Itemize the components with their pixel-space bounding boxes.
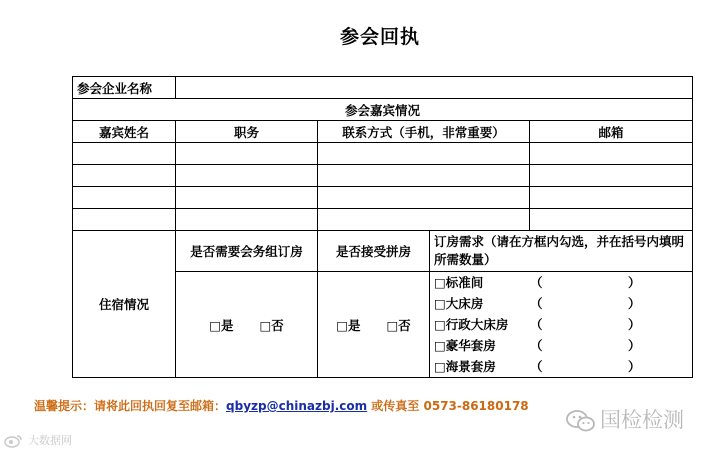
col-header-contact: 联系方式（手机，非常重要）: [318, 121, 530, 143]
guest-position-cell[interactable]: [176, 209, 318, 231]
guest-name-cell[interactable]: [73, 187, 176, 209]
stay-label: 住宿情况: [73, 231, 176, 378]
guest-row: [73, 187, 693, 209]
room-type-deluxe-suite[interactable]: □豪华套房: [434, 338, 496, 353]
room-option[interactable]: [434, 314, 688, 335]
col-header-position: 职务: [176, 121, 318, 143]
accept-sharing-yes-checkbox[interactable]: □是: [336, 317, 361, 333]
guest-position-cell[interactable]: [176, 143, 318, 165]
accept-sharing-no-checkbox[interactable]: □否: [386, 317, 411, 333]
question-need-booking: 是否需要会务组订房: [176, 231, 318, 272]
wechat-icon: [566, 409, 596, 433]
reminder-note: [34, 397, 529, 414]
need-booking-yes-checkbox[interactable]: □是: [209, 317, 234, 333]
guest-name-cell[interactable]: [73, 165, 176, 187]
company-row: [73, 77, 693, 99]
guest-row: [73, 143, 693, 165]
page-title: 参会回执: [339, 26, 420, 48]
quantity-open-paren: （: [530, 338, 543, 353]
guest-section-row: [73, 99, 693, 121]
watermark-left-text: 大数据网: [28, 434, 72, 447]
quantity-close-paren: ）: [628, 338, 641, 353]
room-option[interactable]: [434, 272, 688, 293]
quantity-close-paren: ）: [628, 275, 641, 290]
guest-contact-cell[interactable]: [318, 165, 530, 187]
guest-email-cell[interactable]: [530, 143, 693, 165]
watermark-right-text: 国检检测: [600, 408, 684, 432]
need-booking-options: [176, 272, 318, 378]
room-type-seaview-suite[interactable]: □海景套房: [434, 359, 496, 374]
email-link[interactable]: qbyzp@chinazbj.com: [226, 399, 368, 413]
quantity-close-paren: ）: [628, 317, 641, 332]
guest-contact-cell[interactable]: [318, 143, 530, 165]
quantity-close-paren: ）: [628, 359, 641, 374]
stay-question-row: [73, 231, 693, 272]
guest-email-cell[interactable]: [530, 165, 693, 187]
guest-email-cell[interactable]: [530, 209, 693, 231]
guest-position-cell[interactable]: [176, 165, 318, 187]
receipt-form-table: [72, 76, 693, 378]
question-room-needs: 订房需求（请在方框内勾选，并在括号内填明所需数量）: [430, 231, 693, 272]
company-input-cell[interactable]: [176, 77, 693, 99]
reminder-prefix: 温馨提示：请将此回执回复至邮箱：: [34, 399, 227, 413]
guest-row: [73, 165, 693, 187]
room-type-list: [430, 272, 693, 378]
question-accept-sharing: 是否接受拼房: [318, 231, 430, 272]
weibo-icon: [4, 434, 24, 448]
quantity-open-paren: （: [530, 296, 543, 311]
room-option[interactable]: [434, 293, 688, 314]
guest-header-row: [73, 121, 693, 143]
room-option[interactable]: [434, 335, 688, 356]
guest-contact-cell[interactable]: [318, 209, 530, 231]
guest-name-cell[interactable]: [73, 209, 176, 231]
guest-name-cell[interactable]: [73, 143, 176, 165]
guest-section-title: 参会嘉宾情况: [73, 99, 693, 121]
watermark-right: [566, 404, 684, 434]
room-type-standard[interactable]: □标准间: [434, 275, 484, 290]
need-booking-no-checkbox[interactable]: □否: [259, 317, 284, 333]
watermark-left: [4, 432, 72, 448]
quantity-open-paren: （: [530, 359, 543, 374]
col-header-name: 嘉宾姓名: [73, 121, 176, 143]
quantity-open-paren: （: [530, 317, 543, 332]
col-header-email: 邮箱: [530, 121, 693, 143]
accept-sharing-options: [318, 272, 430, 378]
guest-contact-cell[interactable]: [318, 187, 530, 209]
room-option[interactable]: [434, 356, 688, 377]
room-type-queen[interactable]: □大床房: [434, 296, 484, 311]
quantity-close-paren: ）: [628, 296, 641, 311]
quantity-open-paren: （: [530, 275, 543, 290]
room-type-executive[interactable]: □行政大床房: [434, 317, 509, 332]
guest-email-cell[interactable]: [530, 187, 693, 209]
company-label: 参会企业名称: [73, 77, 176, 99]
guest-position-cell[interactable]: [176, 187, 318, 209]
guest-row: [73, 209, 693, 231]
reminder-suffix: 或传真至 0573-86180178: [367, 399, 529, 413]
